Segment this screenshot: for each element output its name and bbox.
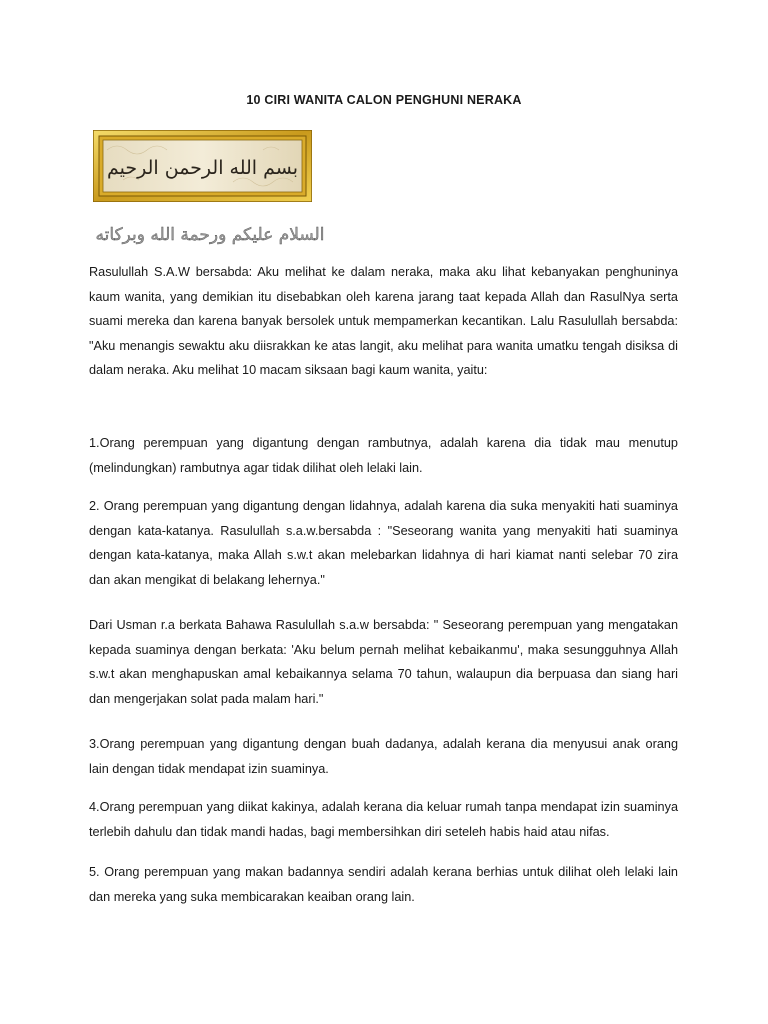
list-item-5 [89,860,678,909]
item-2-text: 2. Orang perempuan yang digantung dengan lidahnya, adalah karena dia suka menyakiti hati suaminya dengan kata-katanya. Rasulullah s.a.w.bersabda : "Seseorang wanita yang menyakiti hati suaminya dengan kata-katanya, maka Allah s.w.t akan melebarkan lidahnya di hari kiamat nanti selebar 70 zira dan akan mengikat di belakang lehernya." [89,499,678,587]
usman-paragraph [89,613,678,711]
salam-text: السلام عليكم ورحمة الله وبركاته [95,225,325,245]
usman-text: Dari Usman r.a berkata Bahawa Rasulullah s.a.w bersabda: " Seseorang perempuan yang mengatakan kepada suaminya dengan berkata: 'Aku belum pernah melihat kebaikanmu', maka sesungguhnya Allah s.w.t akan menghapuskan amal kebaikannya selama 70 tahun, walaupun dia berpuasa dan siang hari dan mengerjakan solat pada malam hari." [89,618,678,706]
basmala-text: بسم الله الرحمن الرحيم [107,157,298,179]
list-item-3 [89,732,678,781]
document-title: 10 CIRI WANITA CALON PENGHUNI NERAKA [246,93,522,107]
intro-text: Rasulullah S.A.W bersabda: Aku melihat ke dalam neraka, maka aku lihat kebanyakan penghuninya kaum wanita, yang demikian itu disebabkan oleh karena jarang taat kepada Allah dan RasulNya serta suami mereka dan karena banyak bersolek untuk mempamerkan kecantikan. Lalu Rasulullah bersabda: "Aku menangis sewaktu aku diisrakkan ke atas langit, aku melihat para wanita umatku tengah disiksa di dalam neraka. Aku melihat 10 macam siksaan bagi kaum wanita, yaitu: [89,265,678,377]
item-1-text: 1.Orang perempuan yang digantung dengan rambutnya, adalah karena dia tidak mau menutup (melindungkan) rambutnya agar tidak dilihat oleh lelaki lain. [89,436,678,475]
list-item-1 [89,431,678,480]
item-4-text: 4.Orang perempuan yang diikat kakinya, adalah kerana dia keluar rumah tanpa mendapat izin suaminya terlebih dahulu dan tidak mandi hadas, bagi membersihkan diri seteleh habis haid atau nifas. [89,800,678,839]
list-item-4 [89,795,678,844]
salam-calligraphy-image [92,210,328,256]
item-5-text: 5. Orang perempuan yang makan badannya sendiri adalah kerana berhias untuk dilihat oleh lelaki lain dan mereka yang suka membicarakan keaiban orang lain. [89,865,678,904]
basmala-calligraphy-image [93,130,312,202]
item-3-text: 3.Orang perempuan yang digantung dengan buah dadanya, adalah kerana dia menyusui anak orang lain dengan tidak mendapat izin suaminya. [89,737,678,776]
list-item-2 [89,494,678,592]
intro-paragraph [89,260,678,383]
